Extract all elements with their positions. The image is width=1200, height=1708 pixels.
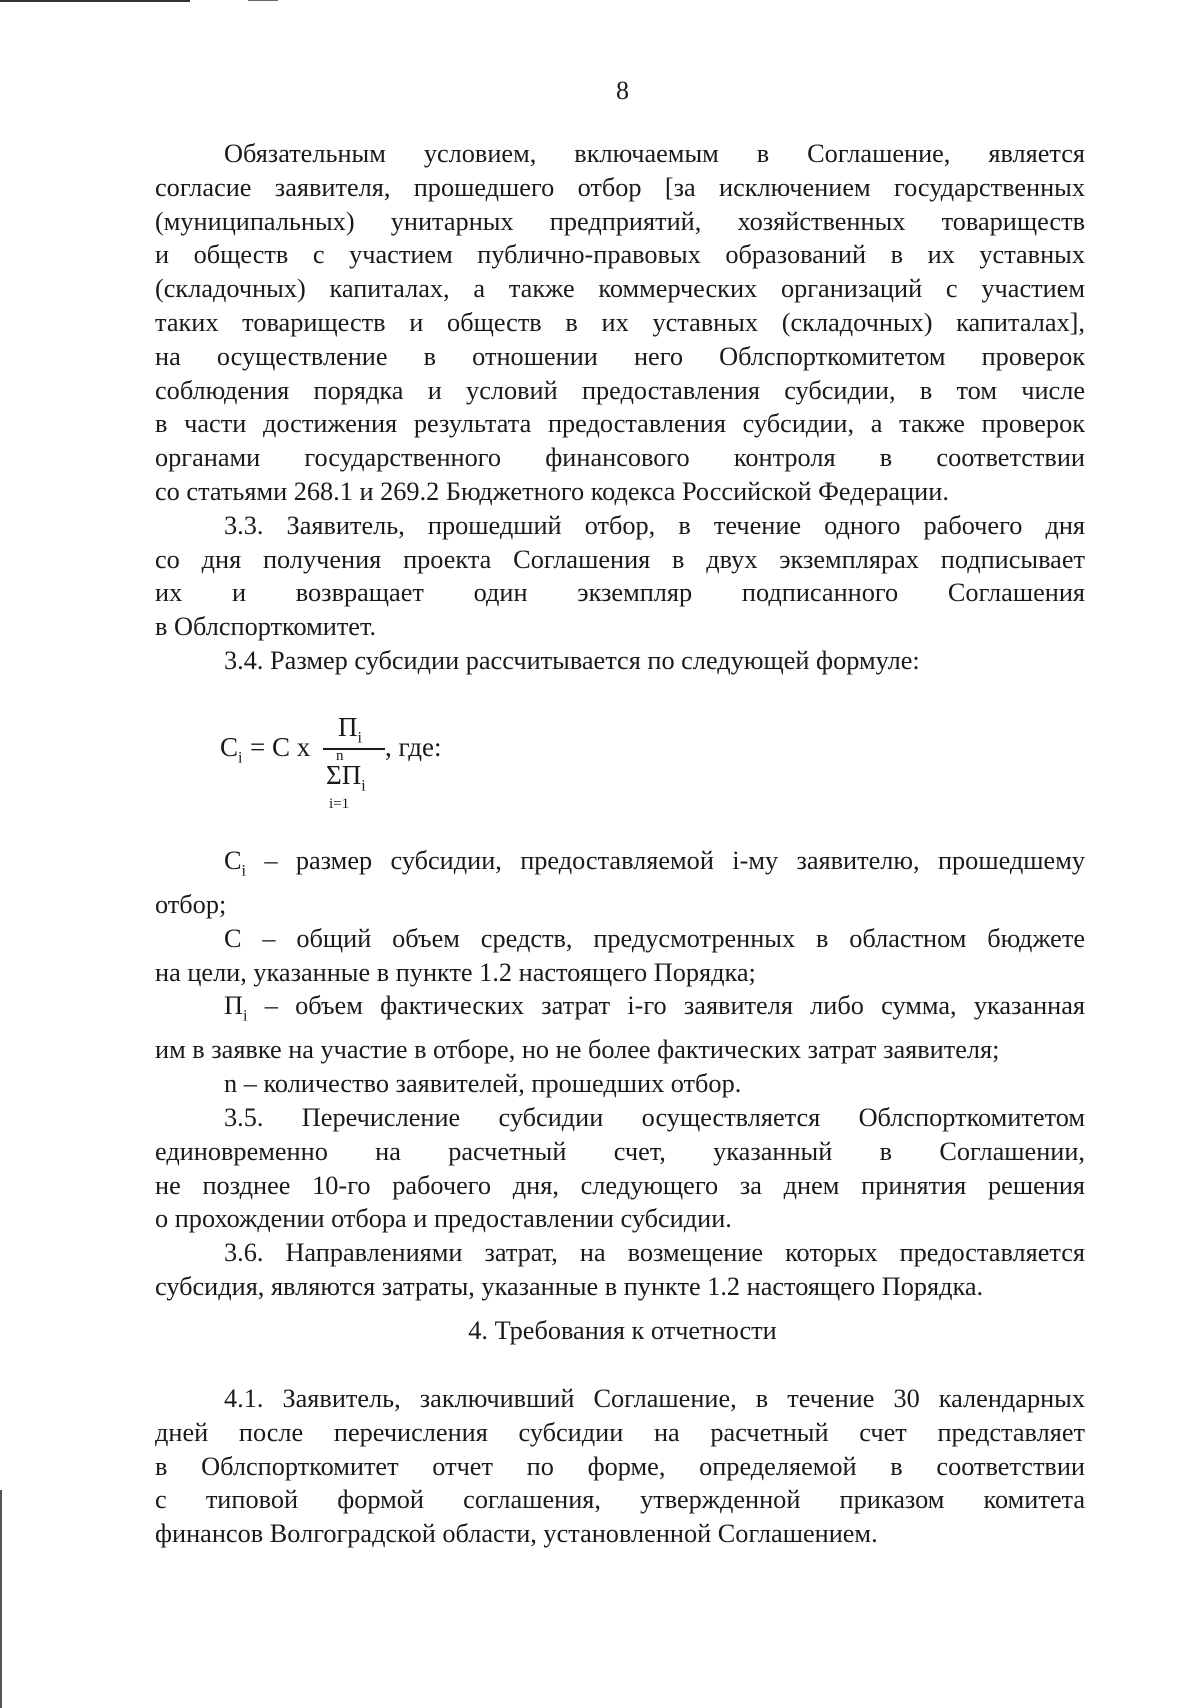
paragraph-3-3 xyxy=(155,509,1085,644)
text-line xyxy=(155,844,1085,888)
text-line: о прохождении отбора и предоставлении субсидии. xyxy=(155,1204,732,1234)
definition-text: – объем фактических затрат i-го заявителя либо сумма, указанная xyxy=(247,991,1085,1021)
paragraph-mandatory-condition xyxy=(155,137,1085,509)
formula-lhs-symbol: C xyxy=(220,732,239,762)
formula-numerator-subscript: i xyxy=(357,729,362,747)
scan-edge-top xyxy=(0,0,190,2)
symbol-subscript: i xyxy=(243,1007,248,1025)
text-line: 3.6. Направлениями затрат, на возмещение которых предоставляется xyxy=(224,1238,1085,1268)
text-block-top xyxy=(155,137,1085,678)
text-line: 3.4. Размер субсидии рассчитывается по следующей формуле: xyxy=(224,645,920,675)
text-line: их и возвращает один экземпляр подписанного Соглашения xyxy=(155,578,1085,608)
text-line: дней после перечисления субсидии на расчетный счет представляет xyxy=(155,1417,1085,1447)
text-line: Обязательным условием, включаемым в Соглашение, является xyxy=(224,139,1085,168)
definition-c xyxy=(155,922,1085,990)
text-line: со дня получения проекта Соглашения в двух экземплярах подписывает xyxy=(155,544,1085,574)
formula-denominator-subscript: i xyxy=(361,777,366,795)
text-line: 4.1. Заявитель, заключивший Соглашение, в течение 30 календарных xyxy=(224,1384,1085,1413)
scan-edge-left xyxy=(0,1490,2,1708)
paragraph-4-1 xyxy=(155,1382,1085,1551)
text-line: в части достижения результата предоставления субсидии, а также проверок xyxy=(155,409,1085,439)
paragraph-3-5 xyxy=(155,1101,1085,1236)
definition-n xyxy=(155,1067,1085,1101)
scan-edge-top-short xyxy=(248,0,278,1)
text-block-bottom xyxy=(155,1382,1085,1551)
text-line: в Облспорткомитет. xyxy=(155,612,377,642)
definition-text: – размер субсидии, предоставляемой i-му заявителю, прошедшему xyxy=(246,846,1085,875)
text-line: 3.3. Заявитель, прошедший отбор, в течение одного рабочего дня xyxy=(224,510,1085,540)
formula-suffix: , где: xyxy=(385,732,442,762)
text-line: соблюдения порядка и условий предоставления субсидии, в том числе xyxy=(155,375,1085,405)
text-line: (муниципальных) унитарных предприятий, хозяйственных товариществ xyxy=(155,206,1085,236)
text-line: органами государственного финансового контроля в соответствии xyxy=(155,443,1085,473)
text-line: единовременно на расчетный счет, указанный в Соглашении, xyxy=(155,1136,1085,1166)
sum-upper-limit: n xyxy=(336,748,344,764)
definition-pi xyxy=(155,989,1085,1067)
text-line: со статьями 268.1 и 269.2 Бюджетного кодекса Российской Федерации. xyxy=(155,476,949,506)
text-line: не позднее 10-го рабочего дня, следующего за днем принятия решения xyxy=(155,1170,1085,1200)
paragraph-3-6 xyxy=(155,1236,1085,1304)
page-number: 8 xyxy=(616,76,629,105)
text-line: n – количество заявителей, прошедших отбор. xyxy=(224,1069,742,1099)
text-line: им в заявке на участие в отборе, но не более фактических затрат заявителя; xyxy=(155,1035,1000,1065)
section-4-title: 4. Требования к отчетности xyxy=(468,1316,777,1345)
definition-ci xyxy=(155,844,1085,922)
text-line: субсидия, являются затраты, указанные в пункте 1.2 настоящего Порядка. xyxy=(155,1272,984,1302)
formula-numerator-symbol: П xyxy=(338,712,358,742)
text-line: и обществ с участием публично-правовых образований в их уставных xyxy=(155,240,1085,270)
text-line: отбор; xyxy=(155,890,227,920)
text-line: согласие заявителя, прошедшего отбор [за исключением государственных xyxy=(155,172,1085,202)
text-line: (складочных) капиталах, а также коммерческих организаций с участием xyxy=(155,274,1085,304)
text-line: на цели, указанные в пункте 1.2 настоящего Порядка; xyxy=(155,957,756,987)
symbol-c: C xyxy=(224,846,242,875)
text-line: в Облспорткомитет отчет по форме, определяемой в соответствии xyxy=(155,1451,1085,1481)
formula-numerator xyxy=(338,712,362,747)
formula-equals-times: = C x xyxy=(250,732,311,762)
text-line: таких товариществ и обществ в их уставных (складочных) капиталах], xyxy=(155,307,1085,337)
text-line: C – общий объем средств, предусмотренных в областном бюджете xyxy=(224,923,1085,953)
formula-denominator xyxy=(326,760,366,795)
formula-lhs-subscript: i xyxy=(238,749,243,767)
symbol-p: П xyxy=(224,991,243,1021)
fraction-bar xyxy=(323,748,385,750)
text-line: на осуществление в отношении него Облспорткомитетом проверок xyxy=(155,341,1085,371)
sigma-symbol: Σ xyxy=(326,760,342,790)
formula-lhs xyxy=(220,732,242,767)
text-line: с типовой формой соглашения, утвержденной приказом комитета xyxy=(155,1485,1085,1515)
sum-lower-limit: i=1 xyxy=(329,796,350,812)
text-line xyxy=(155,989,1085,1033)
paragraph-3-4 xyxy=(155,644,1085,678)
text-block-middle xyxy=(155,844,1085,1304)
formula-denominator-symbol: П xyxy=(341,760,362,790)
symbol-subscript: i xyxy=(241,862,246,880)
text-line: 3.5. Перечисление субсидии осуществляется Облспорткомитетом xyxy=(224,1103,1085,1133)
text-line: финансов Волгоградской области, установленной Соглашением. xyxy=(155,1519,878,1549)
